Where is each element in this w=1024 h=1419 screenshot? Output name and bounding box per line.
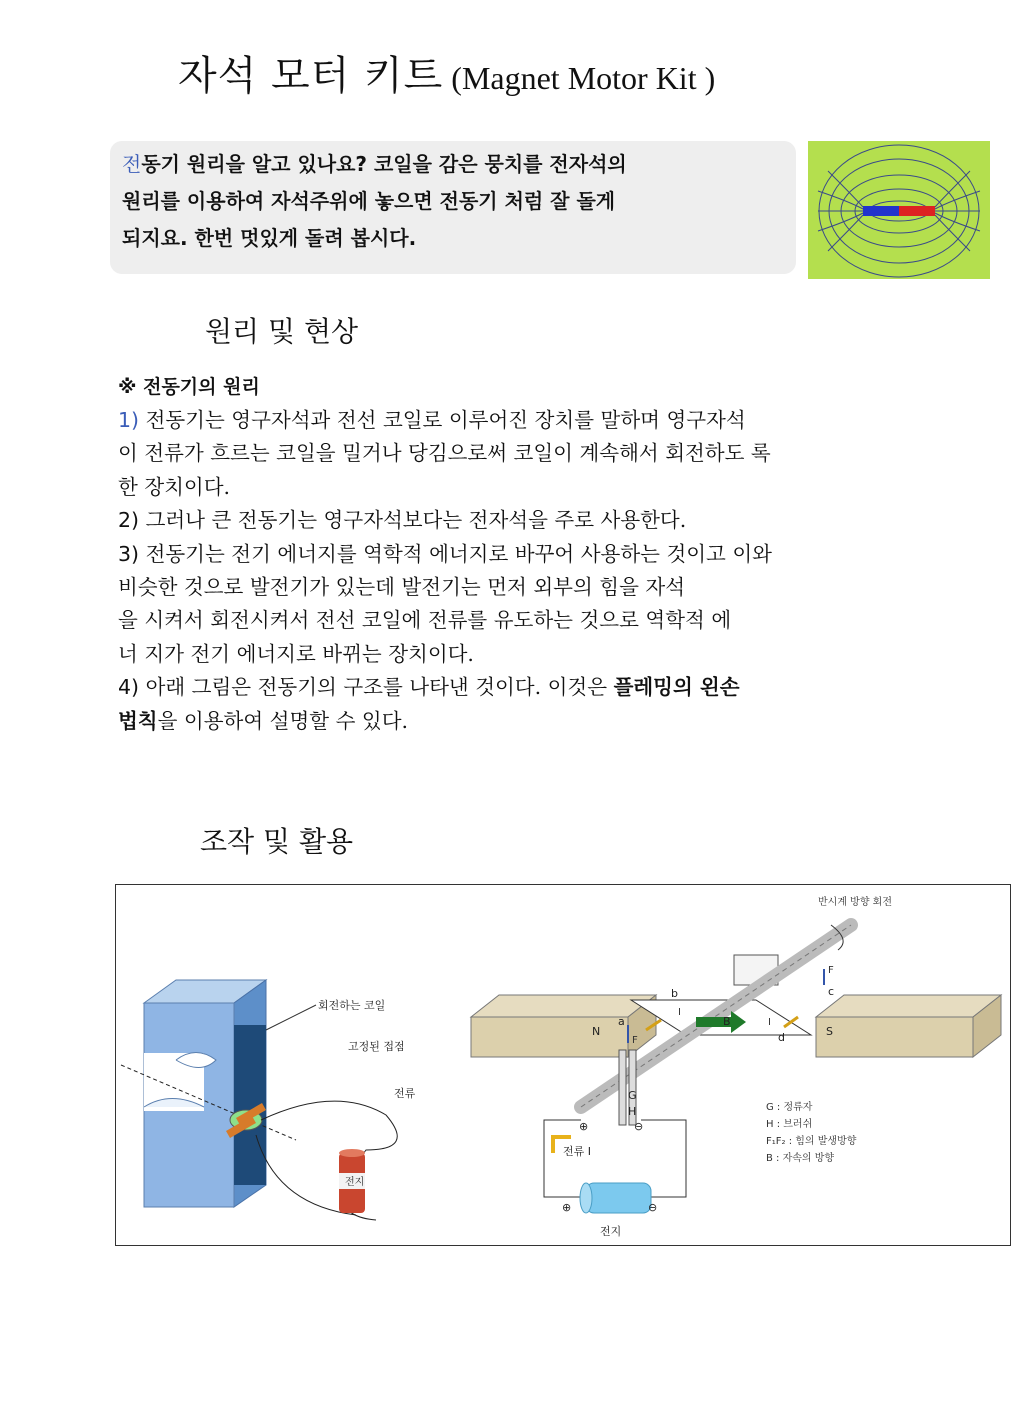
intro-first-char: 전 [122,152,142,176]
intro-text [122,146,822,257]
body-line [118,404,1008,437]
magnet-field-illustration [808,141,990,279]
body-line: 을 시켜서 회전시켜서 전선 코일에 전류를 유도하는 것으로 역학적 에 [118,608,732,633]
body-line: 한 장치이다. [118,474,231,499]
page-title [178,48,715,106]
legend-b: B : 자속의 방향 [766,1153,835,1164]
section-heading-principle: 원리 및 현상 [205,315,359,348]
h-label: H [628,1105,637,1118]
legend-g: G : 정류자 [766,1102,813,1113]
minus-sign-top: ⊖ [634,1120,644,1133]
title-english: (Magnet Motor Kit ) [451,60,716,96]
corner-c: c [828,985,835,998]
south-pole [816,995,1001,1057]
battery-label: 전지 [345,1177,365,1188]
principle-body [118,404,1008,738]
corner-d: d [778,1031,785,1044]
body-text: 아래 그림은 전동기의 구조를 나타낸 것이다. 이것은 [139,675,614,700]
current-label-left: 전류 [394,1087,416,1100]
item-number-2: 2) [118,508,140,533]
g-label: G [628,1089,637,1102]
minus-sign-battery: ⊖ [648,1201,658,1214]
contact-label: 고정된 접점 [348,1040,405,1053]
intro-line-2: 원리를 이용하여 자석주위에 놓으면 전동기 처럼 잘 돌게 [122,189,616,213]
plus-sign-top: ⊕ [579,1120,589,1133]
item-number-3: 3) [118,541,140,566]
f2-label: F [828,965,834,976]
body-line: 이 전류가 흐르는 코일을 밀거나 당김으로써 코일이 계속해서 회전하도 록 [118,441,771,466]
body-line [118,705,1008,738]
brush-left [619,1050,626,1125]
bold-term: 플레밍의 왼손 [613,675,740,700]
horseshoe-magnet [144,980,266,1207]
magnet-field-image [808,141,990,279]
body-text: 전동기는 영구자석과 전선 코일로 이루어진 장치를 말하며 영구자석 [139,408,746,432]
battery-right [580,1183,651,1213]
body-line [118,671,1008,704]
body-line [118,504,1008,537]
wire [261,1101,397,1220]
item-number-1: 1) [118,408,140,432]
motor-diagram-svg [116,885,1010,1245]
intro-line-3: 되지요. 한번 멋있게 돌려 봅시다. [122,226,417,250]
coil-label: 회전하는 코일 [318,999,386,1012]
current-label-right: 전류 I [563,1145,591,1158]
plus-sign-battery: ⊕ [562,1201,572,1214]
body-text: 그러나 큰 전동기는 영구자석보다는 전자석을 주로 사용한다. [139,508,687,533]
subheading-motor-principle: ※ 전동기의 원리 [118,376,260,398]
i1-label: I [678,1007,681,1018]
item-number-4: 4) [118,675,140,700]
legend-f: F₁F₂ : 힘의 발생방향 [766,1136,857,1147]
body-line [118,538,1008,571]
body-text: 전동기는 전기 에너지를 역학적 에너지로 바꾸어 사용하는 것이고 이와 [139,541,772,566]
body-line: 너 지가 전기 에너지로 바뀌는 장치이다. [118,641,474,666]
body-text: 을 이용하여 설명할 수 있다. [157,708,409,733]
south-label: S [826,1025,833,1038]
intro-line-1-text: 동기 원리을 알고 있나요? 코일을 감은 뭉치를 전자석의 [141,152,627,176]
i2-label: I [768,1017,771,1028]
corner-b: b [671,987,678,1000]
body-line: 비슷한 것으로 발전기가 있는데 발전기는 먼저 외부의 힘을 자석 [118,575,686,600]
battery-label-right: 전지 [600,1225,622,1238]
f1-label: F [632,1035,638,1046]
section-heading-operation: 조작 및 활용 [200,825,354,858]
bold-term: 법칙 [118,708,158,733]
intro-line-1 [122,146,822,183]
legend-h: H : 브러쉬 [766,1119,813,1130]
b-label: B [723,1015,731,1028]
title-korean: 자석 모터 키트 [178,53,444,99]
leader-line [266,1005,316,1030]
motor-diagram [115,884,1011,1246]
rotation-label: 반시계 방향 회전 [818,897,892,908]
corner-a: a [618,1015,625,1028]
north-label: N [592,1025,601,1038]
